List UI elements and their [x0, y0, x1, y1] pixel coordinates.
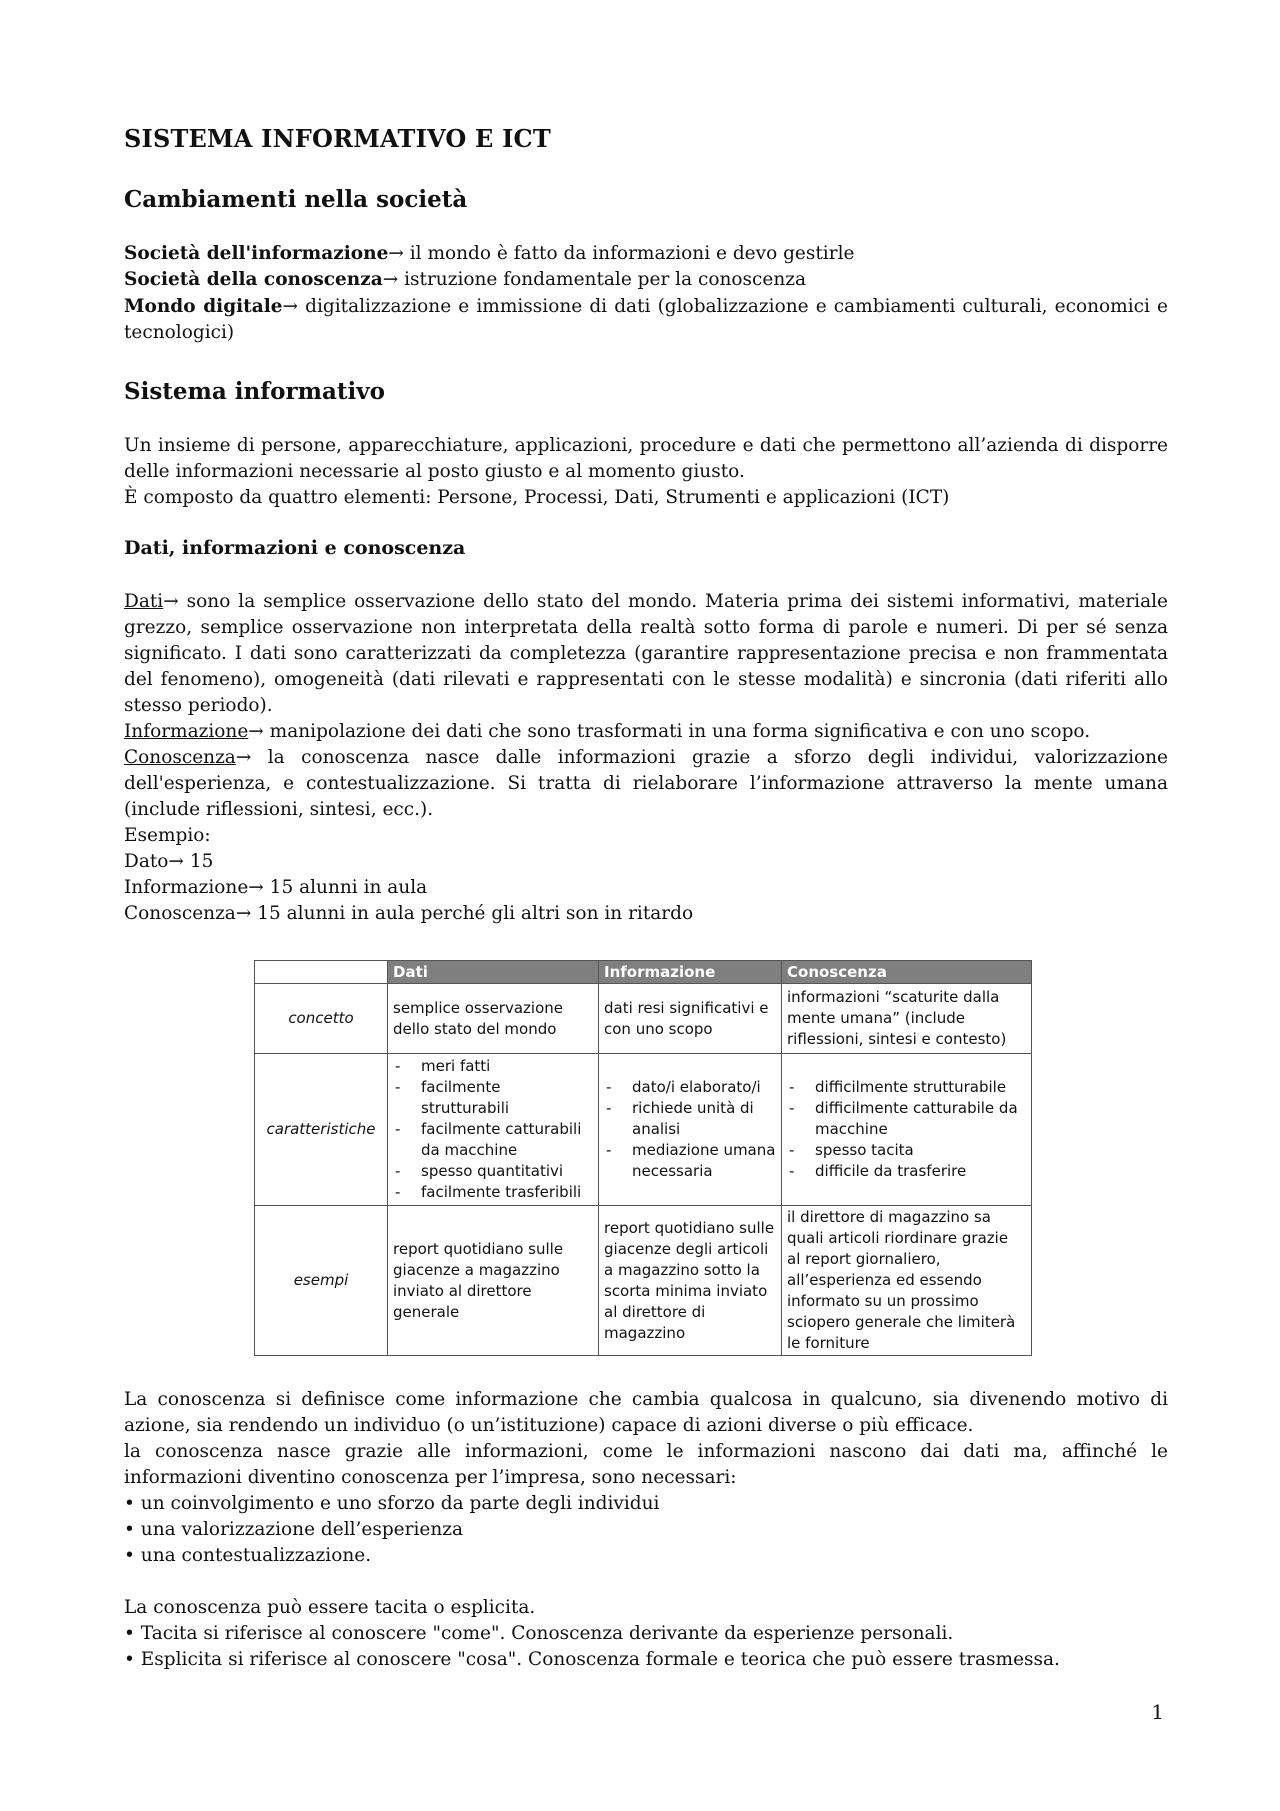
bullet-item: • Tacita si riferisce al conoscere "come". Conoscenza derivante da esperienze personali.: [124, 1623, 954, 1644]
bullet-item: • un coinvolgimento e uno sforzo da parte degli individui: [124, 1493, 660, 1514]
list-item: - facilmente catturabili da macchine: [393, 1119, 593, 1161]
arrow: →: [388, 243, 404, 264]
sistema-informativo-elements: È composto da quattro elementi: Persone, Processi, Dati, Strumenti e applicazioni (ICT): [124, 487, 950, 508]
example-line: Dato→ 15: [124, 851, 214, 872]
table-row-caratteristiche: [255, 1054, 1032, 1206]
list-item: - facilmente trasferibili: [393, 1182, 593, 1203]
definition: → sono la semplice osservazione dello stato del mondo. Materia prima dei sistemi informativi, materiale grezzo, semplice osservazione non interpretata della realtà sotto forma di parole e numeri. Di per sé senza significato. I dati sono caratterizzati da completezza (garantire rappresentazione precisa e non frammentata del fenomeno), omogeneità (dati rilevati e rappresentati con le stesse modalità) e sincronia (dati riferiti allo stesso periodo).: [124, 591, 1168, 716]
term: Società della conoscenza: [124, 269, 383, 290]
term: Informazione: [124, 721, 249, 742]
bullet-item: • una valorizzazione dell’esperienza: [124, 1519, 464, 1540]
society-definition-3: [124, 294, 1168, 346]
list-item: - spesso tacita: [787, 1140, 1026, 1161]
list-item: - meri fatti: [393, 1056, 593, 1077]
example-line: Conoscenza→ 15 alunni in aula perché gli altri son in ritardo: [124, 903, 694, 924]
bullet-item: • Esplicita si riferisce al conoscere "cosa". Conoscenza formale e teorica che può essere trasmessa.: [124, 1649, 1060, 1670]
arrow: →: [382, 269, 399, 290]
term: Dati: [124, 591, 164, 612]
informazione-definition: [124, 719, 1168, 745]
table-row-concetto: [255, 984, 1032, 1054]
definition: istruzione fondamentale per la conoscenza: [398, 269, 807, 290]
comparison-table: [254, 960, 1032, 1356]
tacita-esplicita-intro: La conoscenza può essere tacita o esplicita.: [124, 1597, 536, 1618]
cell-dati: [388, 1054, 599, 1206]
example-line: Informazione→ 15 alunni in aula: [124, 877, 428, 898]
row-label: caratteristiche: [255, 1054, 388, 1206]
subsection-heading-dati: Dati, informazioni e conoscenza: [124, 537, 466, 559]
list-item: - spesso quantitativi: [393, 1161, 593, 1182]
cell-dati: semplice osservazione dello stato del mondo: [388, 984, 599, 1054]
list-item: - difficile da trasferire: [787, 1161, 1026, 1182]
example-label: Esempio:: [124, 825, 211, 846]
list-item: - difficilmente strutturabile: [787, 1077, 1026, 1098]
section-heading-sistema-informativo: Sistema informativo: [124, 378, 385, 405]
dati-characteristics-list: [393, 1056, 593, 1203]
informazione-characteristics-list: [604, 1077, 776, 1182]
term: Conoscenza: [124, 747, 236, 768]
definition: → manipolazione dei dati che sono trasformati in una forma significativa e con uno scopo.: [248, 721, 1091, 742]
cell-dati: report quotidiano sulle giacenze a magazzino inviato al direttore generale: [388, 1206, 599, 1356]
document-title: SISTEMA INFORMATIVO E ICT: [124, 124, 551, 153]
conoscenza-definition: [124, 745, 1168, 823]
cell-informazione: [599, 1054, 782, 1206]
cell-informazione: report quotidiano sulle giacenze degli articoli a magazzino sotto la scorta minima inviato al direttore di magazzino: [599, 1206, 782, 1356]
table-header-conoscenza: Conoscenza: [782, 961, 1032, 984]
table-header-informazione: Informazione: [599, 961, 782, 984]
conoscenza-paragraph-2: la conoscenza nasce grazie alle informazioni, come le informazioni nascono dai dati ma, affinché le informazioni diventino conoscenza per l’impresa, sono necessari:: [124, 1441, 1168, 1488]
list-item: - dato/i elaborato/i: [604, 1077, 776, 1098]
list-item: - facilmente strutturabili: [393, 1077, 593, 1119]
row-label: esempi: [255, 1206, 388, 1356]
sistema-informativo-definition: Un insieme di persone, apparecchiature, applicazioni, procedure e dati che permettono all’azienda di disporre delle informazioni necessarie al posto giusto e al momento giusto.: [124, 435, 1168, 482]
definition: → la conoscenza nasce dalle informazioni grazie a sforzo degli individui, valorizzazione dell'esperienza, e contestualizzazione. Si tratta di rielaborare l’informazione attraverso la mente umana (include riflessioni, sintesi, ecc.).: [124, 747, 1168, 820]
table-row-esempi: [255, 1206, 1032, 1356]
list-item: - mediazione umana necessaria: [604, 1140, 776, 1182]
list-item: - richiede unità di analisi: [604, 1098, 776, 1140]
cell-informazione: dati resi significativi e con uno scopo: [599, 984, 782, 1054]
table-header-dati: Dati: [388, 961, 599, 984]
table-header-row: [255, 961, 1032, 984]
arrow: →: [282, 296, 299, 317]
cell-conoscenza: [782, 1054, 1032, 1206]
term: Società dell'informazione: [124, 243, 389, 264]
definition: il mondo è fatto da informazioni e devo gestirle: [403, 243, 855, 264]
society-definition-2: [124, 267, 1168, 293]
table-header-empty: [255, 961, 388, 984]
list-item: - difficilmente catturabile da macchine: [787, 1098, 1026, 1140]
conoscenza-paragraph-1: La conoscenza si definisce come informazione che cambia qualcosa in qualcuno, sia divenendo motivo di azione, sia rendendo un individuo (o un’istituzione) capace di azioni diverse o più efficace.: [124, 1389, 1168, 1436]
bullet-item: • una contestualizzazione.: [124, 1545, 372, 1566]
definition: digitalizzazione e immissione di dati (globalizzazione e cambiamenti culturali, economici e tecnologici): [124, 296, 1168, 343]
cell-conoscenza: informazioni “scaturite dalla mente umana” (include riflessioni, sintesi e contesto): [782, 984, 1032, 1054]
conoscenza-characteristics-list: [787, 1077, 1026, 1182]
dati-definition: [124, 589, 1168, 719]
cell-conoscenza: il direttore di magazzino sa quali articoli riordinare grazie al report giornaliero, all’esperienza ed essendo informato su un prossimo sciopero generale che limiterà le forniture: [782, 1206, 1032, 1356]
section-heading-cambiamenti: Cambiamenti nella società: [124, 186, 468, 213]
page-number: 1: [1151, 1700, 1164, 1724]
society-definition-1: [124, 241, 1168, 267]
term: Mondo digitale: [124, 296, 283, 317]
row-label: concetto: [255, 984, 388, 1054]
